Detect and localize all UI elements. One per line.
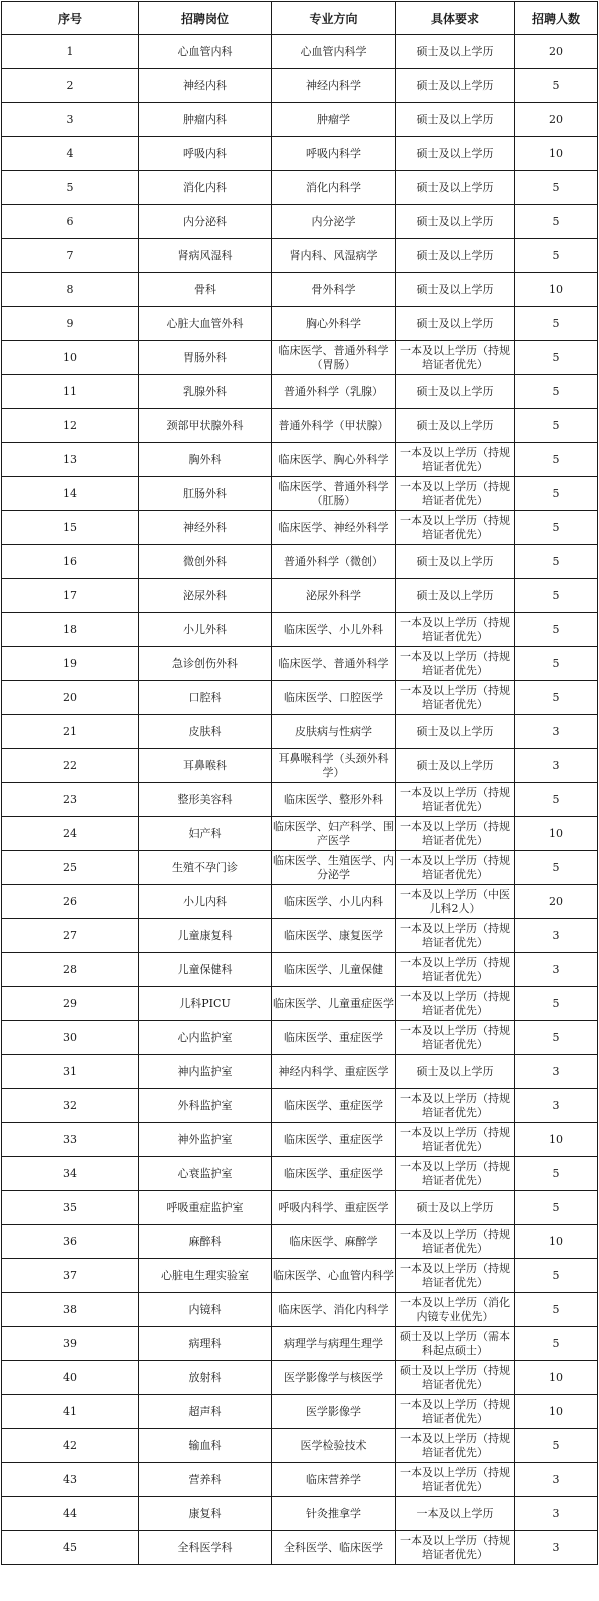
cell-requirement: 一本及以上学历 [396,1497,515,1531]
table-row [2,715,598,749]
header-count: 招聘人数 [515,2,598,35]
cell-count: 5 [515,1327,598,1361]
cell-requirement: 硕士及以上学历 [396,239,515,273]
cell-major: 全科医学、临床医学 [272,1531,396,1565]
cell-major: 医学影像学 [272,1395,396,1429]
cell-no: 22 [2,749,139,783]
table-row [2,341,598,375]
cell-requirement: 一本及以上学历（持规培证者优先） [396,1463,515,1497]
cell-requirement: 一本及以上学历（持规培证者优先） [396,817,515,851]
cell-major: 呼吸内科学 [272,137,396,171]
cell-no: 6 [2,205,139,239]
cell-major: 临床医学、重症医学 [272,1157,396,1191]
cell-count: 3 [515,1463,598,1497]
cell-no: 29 [2,987,139,1021]
cell-major: 神经内科学 [272,69,396,103]
table-row [2,477,598,511]
cell-post: 营养科 [139,1463,272,1497]
cell-requirement: 硕士及以上学历 [396,1055,515,1089]
cell-count: 5 [515,681,598,715]
cell-major: 骨外科学 [272,273,396,307]
cell-count: 5 [515,1191,598,1225]
table-row [2,1395,598,1429]
cell-major: 临床医学、重症医学 [272,1123,396,1157]
cell-major: 临床医学、普通外科学（胃肠） [272,341,396,375]
table-row [2,1497,598,1531]
cell-no: 19 [2,647,139,681]
cell-no: 2 [2,69,139,103]
cell-post: 肛肠外科 [139,477,272,511]
table-body [2,35,598,1565]
cell-count: 5 [515,647,598,681]
cell-count: 5 [515,375,598,409]
cell-no: 24 [2,817,139,851]
cell-requirement: 硕士及以上学历（需本科起点硕士） [396,1327,515,1361]
cell-post: 神经内科 [139,69,272,103]
cell-requirement: 一本及以上学历（持规培证者优先） [396,681,515,715]
header-no: 序号 [2,2,139,35]
table-row [2,817,598,851]
cell-requirement: 硕士及以上学历 [396,375,515,409]
cell-no: 10 [2,341,139,375]
table-row [2,1123,598,1157]
cell-count: 5 [515,1021,598,1055]
cell-post: 全科医学科 [139,1531,272,1565]
cell-post: 泌尿外科 [139,579,272,613]
cell-post: 急诊创伤外科 [139,647,272,681]
cell-no: 37 [2,1259,139,1293]
cell-requirement: 一本及以上学历（消化内镜专业优先） [396,1293,515,1327]
table-row [2,1531,598,1565]
cell-requirement: 硕士及以上学历 [396,137,515,171]
cell-no: 45 [2,1531,139,1565]
cell-major: 普通外科学（甲状腺） [272,409,396,443]
cell-major: 临床医学、小儿外科 [272,613,396,647]
cell-post: 口腔科 [139,681,272,715]
cell-requirement: 硕士及以上学历 [396,69,515,103]
cell-requirement: 硕士及以上学历 [396,307,515,341]
cell-count: 10 [515,137,598,171]
cell-no: 27 [2,919,139,953]
cell-post: 儿童保健科 [139,953,272,987]
cell-major: 临床医学、重症医学 [272,1021,396,1055]
cell-count: 5 [515,579,598,613]
table-row [2,681,598,715]
cell-major: 呼吸内科学、重症医学 [272,1191,396,1225]
cell-count: 10 [515,273,598,307]
cell-post: 病理科 [139,1327,272,1361]
cell-no: 42 [2,1429,139,1463]
cell-count: 5 [515,477,598,511]
table-row [2,613,598,647]
cell-count: 5 [515,545,598,579]
table-row [2,647,598,681]
cell-major: 肿瘤学 [272,103,396,137]
cell-no: 25 [2,851,139,885]
table-row [2,545,598,579]
table-row [2,511,598,545]
cell-major: 临床医学、妇产科学、围产医学 [272,817,396,851]
cell-requirement: 一本及以上学历（持规培证者优先） [396,1089,515,1123]
cell-no: 36 [2,1225,139,1259]
cell-no: 30 [2,1021,139,1055]
header-post: 招聘岗位 [139,2,272,35]
cell-requirement: 硕士及以上学历 [396,545,515,579]
cell-count: 3 [515,1531,598,1565]
table-header [2,2,598,35]
cell-no: 8 [2,273,139,307]
cell-major: 医学检验技术 [272,1429,396,1463]
cell-count: 5 [515,613,598,647]
cell-major: 临床医学、神经外科学 [272,511,396,545]
cell-post: 麻醉科 [139,1225,272,1259]
cell-post: 骨科 [139,273,272,307]
cell-post: 微创外科 [139,545,272,579]
cell-major: 临床营养学 [272,1463,396,1497]
cell-no: 4 [2,137,139,171]
cell-major: 临床医学、心血管内科学 [272,1259,396,1293]
table-row [2,307,598,341]
cell-requirement: 一本及以上学历（持规培证者优先） [396,987,515,1021]
cell-requirement: 一本及以上学历（持规培证者优先） [396,1021,515,1055]
cell-count: 5 [515,1259,598,1293]
cell-no: 38 [2,1293,139,1327]
cell-count: 5 [515,783,598,817]
cell-post: 内镜科 [139,1293,272,1327]
table-row [2,171,598,205]
cell-major: 皮肤病与性病学 [272,715,396,749]
cell-requirement: 硕士及以上学历 [396,579,515,613]
cell-post: 肾病风湿科 [139,239,272,273]
cell-no: 12 [2,409,139,443]
table-row [2,1327,598,1361]
cell-no: 40 [2,1361,139,1395]
cell-post: 呼吸内科 [139,137,272,171]
cell-post: 心血管内科 [139,35,272,69]
cell-requirement: 硕士及以上学历（持规培证者优先） [396,1361,515,1395]
table-row [2,1225,598,1259]
recruitment-table [1,1,598,1565]
cell-count: 5 [515,1157,598,1191]
cell-requirement: 一本及以上学历（持规培证者优先） [396,919,515,953]
cell-post: 内分泌科 [139,205,272,239]
cell-requirement: 硕士及以上学历 [396,35,515,69]
cell-major: 临床医学、整形外科 [272,783,396,817]
cell-post: 心内监护室 [139,1021,272,1055]
cell-no: 32 [2,1089,139,1123]
table-row [2,103,598,137]
cell-no: 18 [2,613,139,647]
cell-major: 临床医学、麻醉学 [272,1225,396,1259]
cell-no: 20 [2,681,139,715]
cell-no: 17 [2,579,139,613]
cell-major: 临床医学、重症医学 [272,1089,396,1123]
cell-count: 5 [515,307,598,341]
cell-requirement: 硕士及以上学历 [396,273,515,307]
table-row [2,69,598,103]
cell-count: 5 [515,987,598,1021]
cell-no: 1 [2,35,139,69]
cell-no: 23 [2,783,139,817]
table-row [2,1361,598,1395]
cell-no: 33 [2,1123,139,1157]
cell-post: 神外监护室 [139,1123,272,1157]
table-row [2,443,598,477]
cell-post: 儿童康复科 [139,919,272,953]
cell-count: 10 [515,817,598,851]
cell-requirement: 一本及以上学历（持规培证者优先） [396,1157,515,1191]
cell-count: 5 [515,171,598,205]
cell-no: 35 [2,1191,139,1225]
cell-requirement: 硕士及以上学历 [396,205,515,239]
table-row [2,783,598,817]
cell-requirement: 硕士及以上学历 [396,749,515,783]
cell-requirement: 一本及以上学历（持规培证者优先） [396,953,515,987]
table-row [2,851,598,885]
cell-count: 5 [515,1429,598,1463]
header-requirement: 具体要求 [396,2,515,35]
cell-major: 临床医学、儿童保健 [272,953,396,987]
cell-post: 康复科 [139,1497,272,1531]
cell-major: 病理学与病理生理学 [272,1327,396,1361]
cell-requirement: 一本及以上学历（持规培证者优先） [396,1123,515,1157]
cell-post: 输血科 [139,1429,272,1463]
cell-post: 耳鼻喉科 [139,749,272,783]
cell-major: 针灸推拿学 [272,1497,396,1531]
cell-post: 呼吸重症监护室 [139,1191,272,1225]
cell-post: 胃肠外科 [139,341,272,375]
cell-requirement: 一本及以上学历（持规培证者优先） [396,851,515,885]
cell-no: 31 [2,1055,139,1089]
cell-requirement: 硕士及以上学历 [396,1191,515,1225]
cell-no: 14 [2,477,139,511]
cell-major: 肾内科、风湿病学 [272,239,396,273]
cell-no: 41 [2,1395,139,1429]
cell-no: 44 [2,1497,139,1531]
cell-count: 3 [515,1497,598,1531]
cell-post: 生殖不孕门诊 [139,851,272,885]
cell-post: 外科监护室 [139,1089,272,1123]
header-row [2,2,598,35]
cell-major: 神经内科学、重症医学 [272,1055,396,1089]
cell-count: 20 [515,35,598,69]
cell-requirement: 一本及以上学历（持规培证者优先） [396,1429,515,1463]
cell-post: 心衰监护室 [139,1157,272,1191]
cell-no: 5 [2,171,139,205]
table-row [2,1429,598,1463]
cell-major: 临床医学、口腔医学 [272,681,396,715]
cell-post: 神经外科 [139,511,272,545]
cell-no: 39 [2,1327,139,1361]
cell-requirement: 一本及以上学历（持规培证者优先） [396,783,515,817]
cell-requirement: 一本及以上学历（持规培证者优先） [396,443,515,477]
cell-post: 妇产科 [139,817,272,851]
cell-count: 3 [515,919,598,953]
cell-no: 43 [2,1463,139,1497]
cell-count: 20 [515,103,598,137]
cell-post: 胸外科 [139,443,272,477]
table-row [2,239,598,273]
cell-major: 泌尿外科学 [272,579,396,613]
table-row [2,273,598,307]
table-row [2,1463,598,1497]
cell-major: 临床医学、消化内科学 [272,1293,396,1327]
cell-requirement: 硕士及以上学历 [396,103,515,137]
table-row [2,1055,598,1089]
cell-no: 13 [2,443,139,477]
cell-requirement: 一本及以上学历（中医儿科2人） [396,885,515,919]
cell-count: 5 [515,851,598,885]
cell-post: 儿科PICU [139,987,272,1021]
table-row [2,409,598,443]
cell-major: 内分泌学 [272,205,396,239]
cell-post: 皮肤科 [139,715,272,749]
cell-major: 临床医学、生殖医学、内分泌学 [272,851,396,885]
cell-post: 心脏大血管外科 [139,307,272,341]
cell-major: 临床医学、小儿内科 [272,885,396,919]
cell-count: 3 [515,1055,598,1089]
cell-count: 5 [515,341,598,375]
cell-no: 28 [2,953,139,987]
cell-major: 临床医学、康复医学 [272,919,396,953]
cell-post: 超声科 [139,1395,272,1429]
cell-no: 16 [2,545,139,579]
cell-count: 5 [515,239,598,273]
cell-requirement: 硕士及以上学历 [396,171,515,205]
cell-major: 消化内科学 [272,171,396,205]
cell-count: 10 [515,1395,598,1429]
cell-no: 26 [2,885,139,919]
table-row [2,1293,598,1327]
cell-major: 临床医学、儿童重症医学 [272,987,396,1021]
cell-no: 7 [2,239,139,273]
table-row [2,137,598,171]
cell-count: 5 [515,443,598,477]
cell-requirement: 一本及以上学历（持规培证者优先） [396,477,515,511]
cell-major: 医学影像学与核医学 [272,1361,396,1395]
cell-major: 临床医学、普通外科学（肛肠） [272,477,396,511]
cell-count: 10 [515,1225,598,1259]
cell-no: 9 [2,307,139,341]
cell-no: 34 [2,1157,139,1191]
table-row [2,953,598,987]
cell-count: 5 [515,1293,598,1327]
cell-count: 5 [515,511,598,545]
cell-major: 心血管内科学 [272,35,396,69]
cell-major: 临床医学、胸心外科学 [272,443,396,477]
cell-no: 15 [2,511,139,545]
cell-no: 11 [2,375,139,409]
cell-requirement: 一本及以上学历（持规培证者优先） [396,341,515,375]
cell-requirement: 一本及以上学历（持规培证者优先） [396,1531,515,1565]
table-row [2,1191,598,1225]
cell-count: 10 [515,1361,598,1395]
cell-count: 5 [515,205,598,239]
cell-count: 3 [515,953,598,987]
cell-count: 20 [515,885,598,919]
cell-post: 整形美容科 [139,783,272,817]
cell-post: 小儿外科 [139,613,272,647]
cell-post: 心脏电生理实验室 [139,1259,272,1293]
cell-requirement: 一本及以上学历（持规培证者优先） [396,1259,515,1293]
cell-count: 5 [515,69,598,103]
cell-requirement: 一本及以上学历（持规培证者优先） [396,1395,515,1429]
cell-count: 3 [515,749,598,783]
cell-major: 胸心外科学 [272,307,396,341]
table-row [2,749,598,783]
cell-major: 普通外科学（微创） [272,545,396,579]
cell-count: 10 [515,1123,598,1157]
cell-post: 乳腺外科 [139,375,272,409]
cell-requirement: 硕士及以上学历 [396,409,515,443]
cell-no: 21 [2,715,139,749]
header-major: 专业方向 [272,2,396,35]
cell-post: 神内监护室 [139,1055,272,1089]
cell-requirement: 硕士及以上学历 [396,715,515,749]
cell-major: 耳鼻喉科学（头颈外科学） [272,749,396,783]
cell-requirement: 一本及以上学历（持规培证者优先） [396,1225,515,1259]
cell-requirement: 一本及以上学历（持规培证者优先） [396,647,515,681]
table-row [2,205,598,239]
table-row [2,1259,598,1293]
table-row [2,987,598,1021]
cell-count: 3 [515,715,598,749]
cell-requirement: 一本及以上学历（持规培证者优先） [396,613,515,647]
cell-no: 3 [2,103,139,137]
table-row [2,375,598,409]
cell-requirement: 一本及以上学历（持规培证者优先） [396,511,515,545]
cell-count: 5 [515,409,598,443]
cell-major: 普通外科学（乳腺） [272,375,396,409]
table-row [2,885,598,919]
cell-post: 放射科 [139,1361,272,1395]
cell-major: 临床医学、普通外科学 [272,647,396,681]
cell-post: 小儿内科 [139,885,272,919]
table-row [2,579,598,613]
table-row [2,1021,598,1055]
cell-post: 颈部甲状腺外科 [139,409,272,443]
table-row [2,1089,598,1123]
table-row [2,1157,598,1191]
cell-post: 肿瘤内科 [139,103,272,137]
cell-count: 3 [515,1089,598,1123]
table-row [2,35,598,69]
table-row [2,919,598,953]
cell-post: 消化内科 [139,171,272,205]
